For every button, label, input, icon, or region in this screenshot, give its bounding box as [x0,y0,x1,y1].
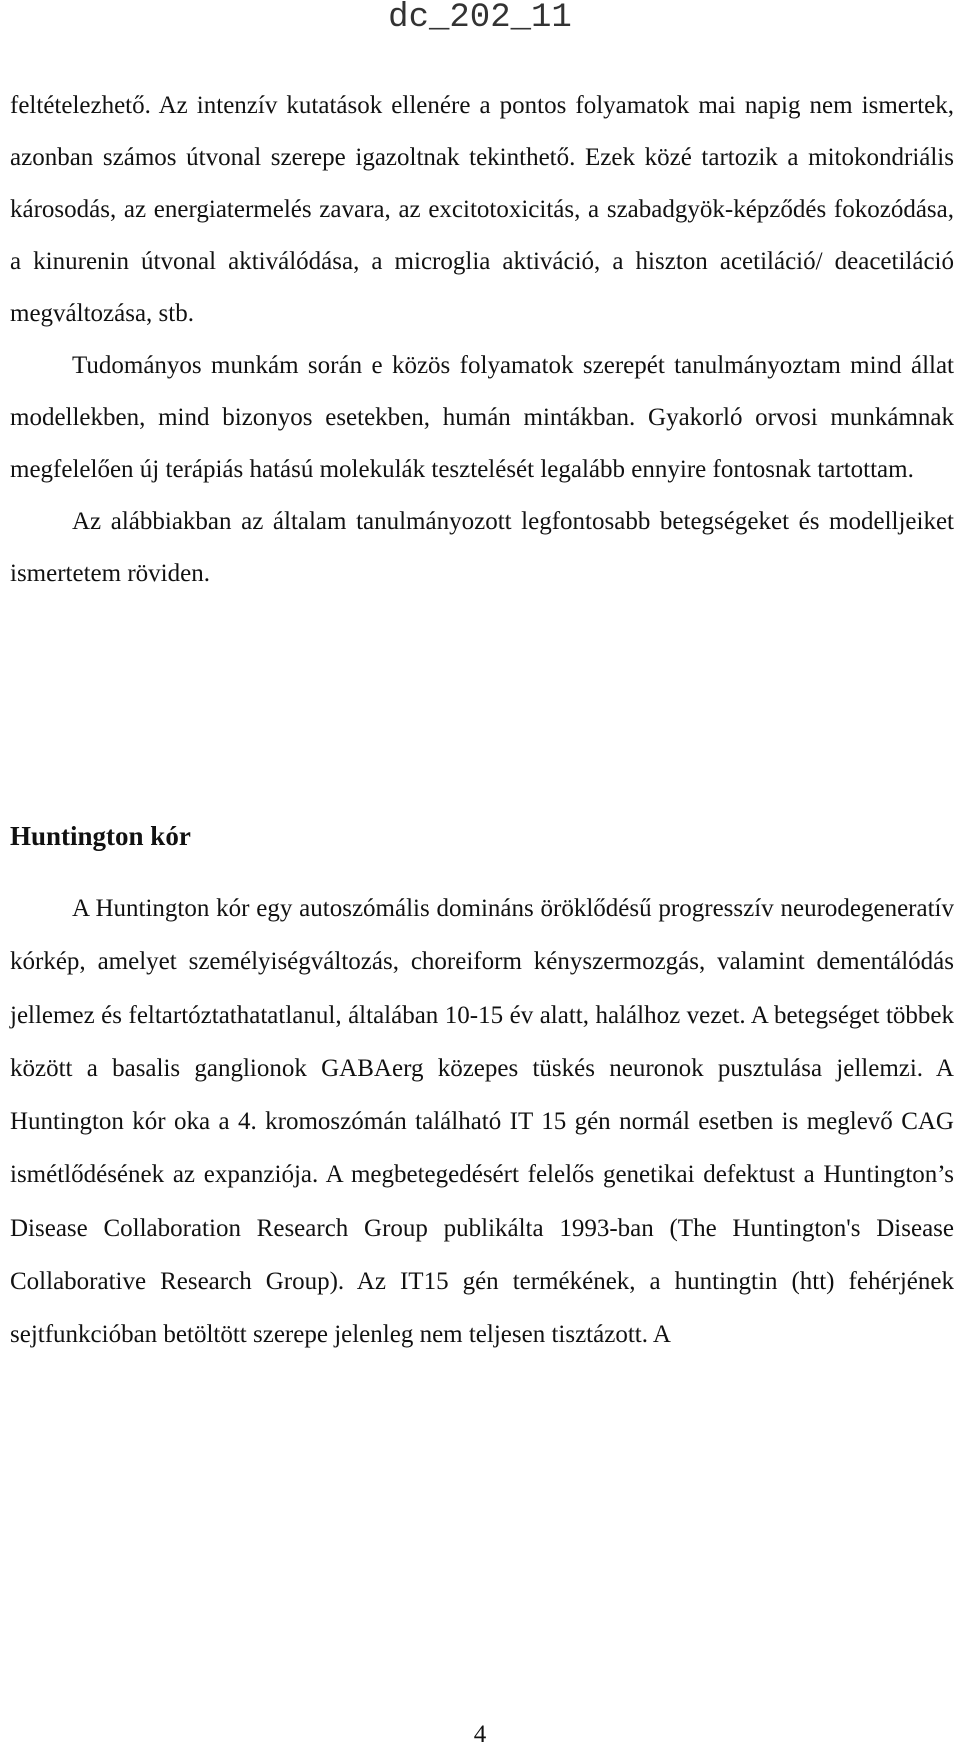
paragraph-overview: Az alábbiakban az általam tanulmányozott legfontosabb betegségeket és modelljeiket ismertetem röviden. [10,508,954,587]
section-heading: Huntington kór [10,821,191,851]
paragraph-research: Tudományos munkám során e közös folyamatok szerepét tanulmányoztam mind állat modellekben, mind bizonyos esetekben, humán mintákban. Gyakorló orvosi munkámnak megfelelően új terápiás hatású molekulák tesztelését legalább ennyire fontosnak tartottam. [10,352,954,483]
page-body [10,80,954,1349]
paragraph-huntington: A Huntington kór egy autoszómális domináns öröklődésű progresszív neurodegeneratív kórkép, amelyet személyiségváltozás, choreiform kényszermozgás, valamint dementálódás jellemez és feltartóztathatatlanul, általában 10-15 év alatt, halálhoz vezet. A betegséget többek között a basalis ganglionok GABAerg közepes tüskés neuronok pusztulása jellemzi. A Huntington kór oka a 4. kromoszómán található IT 15 gén normál esetben is meglevő CAG ismétlődésének az expanziója. A megbetegedésért felelős genetikai defektust a Huntington’s Disease Collaboration Research Group publikálta 1993-ban (The Huntington's Disease Collaborative Research Group). Az IT15 gén termékének, a huntingtin (htt) fehérjének sejtfunkcióban betöltött szerepe jelenleg nem teljesen tisztázott. A [10,895,954,1349]
section-body [10,882,954,1362]
document-id-header: dc_202_11 [388,0,572,37]
paragraph-intro: feltételezhető. Az intenzív kutatások ellenére a pontos folyamatok mai napig nem ismertek, azonban számos útvonal szerepe igazoltnak tekinthető. Ezek közé tartozik a mitokondriális károsodás, az energiatermelés zavara, az excitotoxicitás, a szabadgyök-képződés fokozódása, a kinurenin útvonal aktiválódása, a microglia aktiváció, a hiszton acetiláció/ deacetiláció megváltozása, stb. [10,92,954,327]
page-number: 4 [473,1721,487,1748]
